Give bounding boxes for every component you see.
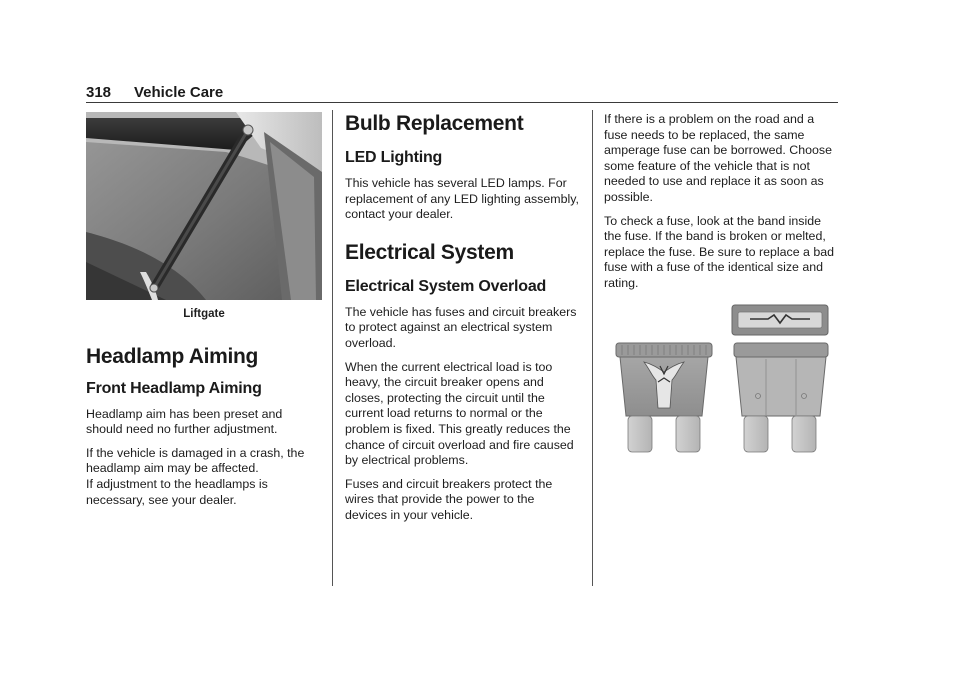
heading-bulb-replacement: Bulb Replacement (345, 112, 524, 135)
section-title: Vehicle Care (134, 84, 224, 101)
paragraph: If the vehicle is damaged in a crash, the headlamp aim may be affected. (86, 445, 305, 476)
heading-headlamp-aiming: Headlamp Aiming (86, 344, 259, 368)
liftgate-photo (86, 112, 322, 300)
subheading-electrical-system-overload: Electrical System Overload (345, 277, 547, 295)
paragraph: This vehicle has several LED lamps. For replacement of any LED lighting assembly, contact your dealer. (345, 176, 579, 222)
fuse-illustration (610, 300, 840, 460)
page-number: 318 (86, 84, 112, 101)
paragraph: To check a fuse, look at the band inside the fuse. If the band is broken or melted, replace the fuse. Be sure to replace a bad fuse with a fuse of the identical size and rating. (604, 213, 835, 290)
paragraph: The vehicle has fuses and circuit breakers to protect against an electrical system overload. (345, 304, 577, 350)
paragraph: If there is a problem on the road and a fuse needs to be replaced, the same amperage fuse can be borrowed. Choose some feature of the vehicle that is not needed to use and replace it as soon as possible. (604, 112, 832, 204)
paragraph: If adjustment to the headlamps is necessary, see your dealer. (86, 476, 268, 507)
column-2 (345, 112, 579, 532)
column-3 (604, 112, 840, 300)
page-header (86, 84, 838, 101)
column-1 (86, 112, 322, 516)
header-rule (86, 102, 838, 103)
figure-caption: Liftgate (183, 308, 225, 320)
column-divider-1 (332, 110, 333, 586)
paragraph: Headlamp aim has been preset and should need no further adjustment. (86, 406, 283, 437)
subheading-led-lighting: LED Lighting (345, 149, 443, 166)
subheading-front-headlamp-aiming: Front Headlamp Aiming (86, 379, 262, 397)
column-divider-2 (592, 110, 593, 586)
paragraph: When the current electrical load is too heavy, the circuit breaker opens and closes, protecting the circuit until the current load returns to normal or the problem is fixed. This greatly reduces the chance of circuit overload and fire caused by electrical problems. (345, 359, 574, 468)
paragraph: Fuses and circuit breakers protect the wires that provide the power to the devices in your vehicle. (345, 476, 553, 522)
heading-electrical-system: Electrical System (345, 240, 514, 264)
